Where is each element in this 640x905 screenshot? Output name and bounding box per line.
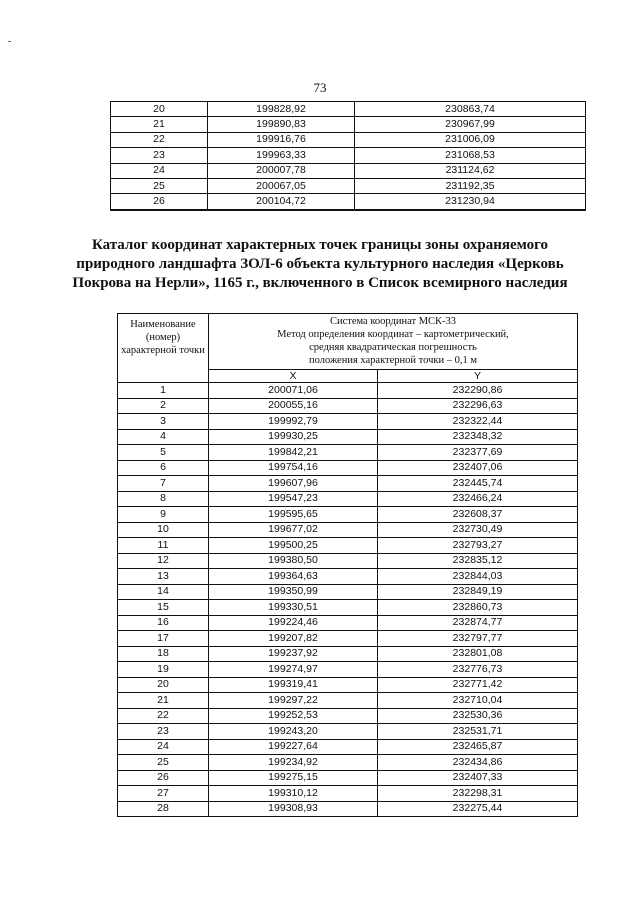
x-coordinate-cell: 199992,79	[209, 414, 378, 430]
point-number-cell: 7	[118, 476, 209, 492]
point-number-cell: 22	[111, 132, 208, 147]
y-coordinate-cell: 232290,86	[378, 383, 578, 399]
x-coordinate-cell: 199595,65	[209, 507, 378, 523]
y-coordinate-cell: 232434,86	[378, 755, 578, 771]
x-coordinate-cell: 199963,33	[208, 148, 355, 163]
y-coordinate-cell: 232407,06	[378, 460, 578, 476]
table-row	[118, 724, 578, 740]
header-x: X	[209, 370, 378, 383]
table-row	[118, 755, 578, 771]
y-coordinate-cell: 232730,49	[378, 522, 578, 538]
table-row	[118, 398, 578, 414]
point-number-cell: 23	[111, 148, 208, 163]
point-number-cell: 15	[118, 600, 209, 616]
point-number-cell: 18	[118, 646, 209, 662]
y-coordinate-cell: 232860,73	[378, 600, 578, 616]
x-coordinate-cell: 199274,97	[209, 662, 378, 678]
header-error-line: средняя квадратическая погрешность	[309, 342, 477, 353]
header-y: Y	[378, 370, 578, 383]
x-coordinate-cell: 199243,20	[209, 724, 378, 740]
header-accuracy-line: положения характерной точки – 0,1 м	[308, 355, 477, 366]
x-coordinate-cell: 199234,92	[209, 755, 378, 771]
point-number-cell: 6	[118, 460, 209, 476]
x-coordinate-cell: 200055,16	[209, 398, 378, 414]
x-coordinate-cell: 199207,82	[209, 631, 378, 647]
table-row	[118, 631, 578, 647]
table-row	[111, 194, 586, 210]
table-row	[111, 163, 586, 178]
y-coordinate-cell: 232844,03	[378, 569, 578, 585]
table-row	[118, 693, 578, 709]
table-row	[111, 178, 586, 193]
point-number-cell: 5	[118, 445, 209, 461]
point-number-cell: 19	[118, 662, 209, 678]
y-coordinate-cell: 232298,31	[378, 786, 578, 802]
y-coordinate-cell: 232849,19	[378, 584, 578, 600]
table-row	[118, 600, 578, 616]
point-number-cell: 3	[118, 414, 209, 430]
y-coordinate-cell: 232797,77	[378, 631, 578, 647]
x-coordinate-cell: 199319,41	[209, 677, 378, 693]
point-number-cell: 20	[111, 102, 208, 117]
table-row	[118, 429, 578, 445]
page-number: 73	[313, 80, 327, 95]
y-coordinate-cell: 232348,32	[378, 429, 578, 445]
point-number-cell: 1	[118, 383, 209, 399]
point-number-cell: 12	[118, 553, 209, 569]
y-coordinate-cell: 232530,36	[378, 708, 578, 724]
x-coordinate-cell: 199842,21	[209, 445, 378, 461]
y-coordinate-cell: 232275,44	[378, 801, 578, 817]
y-coordinate-cell: 232445,74	[378, 476, 578, 492]
point-number-cell: 24	[111, 163, 208, 178]
catalog-heading: Каталог координат характерных точек границы зоны охраняемого природного ландшафта ЗОЛ-6 объекта культурного наследия «Церковь Покрова на Нерли», 1165 г., включенного в Список всемирного наследия	[72, 237, 568, 291]
point-number-cell: 25	[111, 178, 208, 193]
y-coordinate-cell: 232296,63	[378, 398, 578, 414]
x-coordinate-cell: 199607,96	[209, 476, 378, 492]
point-number-cell: 11	[118, 538, 209, 554]
point-number-cell: 28	[118, 801, 209, 817]
table-row	[118, 662, 578, 678]
x-coordinate-cell: 199297,22	[209, 693, 378, 709]
table-row	[118, 460, 578, 476]
x-coordinate-cell: 199890,83	[208, 117, 355, 132]
point-number-cell: 23	[118, 724, 209, 740]
table-row	[118, 569, 578, 585]
header-point-name: Наименование (номер) характерной точки	[118, 314, 209, 383]
x-coordinate-cell: 199252,53	[209, 708, 378, 724]
y-coordinate-cell: 231230,94	[355, 194, 586, 210]
x-coordinate-cell: 199916,76	[208, 132, 355, 147]
y-coordinate-cell: 232322,44	[378, 414, 578, 430]
x-coordinate-cell: 199237,92	[209, 646, 378, 662]
x-coordinate-cell: 199224,46	[209, 615, 378, 631]
header-system-line: Система координат МСК-33	[329, 316, 457, 327]
x-coordinate-cell: 199930,25	[209, 429, 378, 445]
x-coordinate-cell: 199275,15	[209, 770, 378, 786]
table-row	[118, 739, 578, 755]
y-coordinate-cell: 232776,73	[378, 662, 578, 678]
header-coordinate-system	[209, 314, 578, 370]
y-coordinate-cell: 232377,69	[378, 445, 578, 461]
x-coordinate-cell: 200007,78	[208, 163, 355, 178]
table-row	[118, 491, 578, 507]
point-number-cell: 21	[111, 117, 208, 132]
table-row	[118, 414, 578, 430]
x-coordinate-cell: 199828,92	[208, 102, 355, 117]
point-number-cell: 25	[118, 755, 209, 771]
table-row	[118, 646, 578, 662]
point-number-cell: 4	[118, 429, 209, 445]
x-coordinate-cell: 200071,06	[209, 383, 378, 399]
point-number-cell: 8	[118, 491, 209, 507]
table-row	[111, 132, 586, 147]
header-method-line: Метод определения координат – картометрический,	[277, 329, 509, 340]
table-row	[118, 538, 578, 554]
point-number-cell: 10	[118, 522, 209, 538]
y-coordinate-cell: 232771,42	[378, 677, 578, 693]
x-coordinate-cell: 199330,51	[209, 600, 378, 616]
y-coordinate-cell: 232608,37	[378, 507, 578, 523]
table-row	[111, 117, 586, 132]
y-coordinate-cell: 231192,35	[355, 178, 586, 193]
point-number-cell: 20	[118, 677, 209, 693]
point-number-cell: 27	[118, 786, 209, 802]
table-row	[118, 383, 578, 399]
table-row	[111, 148, 586, 163]
margin-mark: -	[8, 36, 12, 47]
point-number-cell: 13	[118, 569, 209, 585]
point-number-cell: 21	[118, 693, 209, 709]
y-coordinate-cell: 232874,77	[378, 615, 578, 631]
point-number-cell: 22	[118, 708, 209, 724]
point-number-cell: 9	[118, 507, 209, 523]
table-row	[118, 770, 578, 786]
x-coordinate-cell: 200104,72	[208, 194, 355, 210]
x-coordinate-cell: 199547,23	[209, 491, 378, 507]
y-coordinate-cell: 232466,24	[378, 491, 578, 507]
table-row	[118, 801, 578, 817]
table-row	[118, 677, 578, 693]
x-coordinate-cell: 200067,05	[208, 178, 355, 193]
y-coordinate-cell: 231006,09	[355, 132, 586, 147]
x-coordinate-cell: 199308,93	[209, 801, 378, 817]
table-row	[118, 553, 578, 569]
table-row	[118, 708, 578, 724]
table-row	[118, 507, 578, 523]
point-number-cell: 26	[111, 194, 208, 210]
table-row	[118, 445, 578, 461]
table-row	[118, 522, 578, 538]
y-coordinate-cell: 230863,74	[355, 102, 586, 117]
x-coordinate-cell: 199754,16	[209, 460, 378, 476]
table-row	[118, 786, 578, 802]
point-number-cell: 17	[118, 631, 209, 647]
y-coordinate-cell: 232801,08	[378, 646, 578, 662]
y-coordinate-cell: 232835,12	[378, 553, 578, 569]
x-coordinate-cell: 199380,50	[209, 553, 378, 569]
y-coordinate-cell: 232710,04	[378, 693, 578, 709]
table-row	[118, 584, 578, 600]
point-number-cell: 14	[118, 584, 209, 600]
point-number-cell: 26	[118, 770, 209, 786]
x-coordinate-cell: 199350,99	[209, 584, 378, 600]
y-coordinate-cell: 232531,71	[378, 724, 578, 740]
y-coordinate-cell: 232793,27	[378, 538, 578, 554]
point-number-cell: 16	[118, 615, 209, 631]
coordinates-catalog-table	[117, 313, 578, 817]
y-coordinate-cell: 232407,33	[378, 770, 578, 786]
table-row	[118, 615, 578, 631]
y-coordinate-cell: 232465,87	[378, 739, 578, 755]
y-coordinate-cell: 231068,53	[355, 148, 586, 163]
table-row	[111, 102, 586, 117]
x-coordinate-cell: 199677,02	[209, 522, 378, 538]
point-number-cell: 2	[118, 398, 209, 414]
x-coordinate-cell: 199310,12	[209, 786, 378, 802]
continued-coordinates-table	[110, 101, 586, 211]
table-row	[118, 476, 578, 492]
x-coordinate-cell: 199500,25	[209, 538, 378, 554]
y-coordinate-cell: 231124,62	[355, 163, 586, 178]
y-coordinate-cell: 230967,99	[355, 117, 586, 132]
point-number-cell: 24	[118, 739, 209, 755]
x-coordinate-cell: 199227,64	[209, 739, 378, 755]
x-coordinate-cell: 199364,63	[209, 569, 378, 585]
